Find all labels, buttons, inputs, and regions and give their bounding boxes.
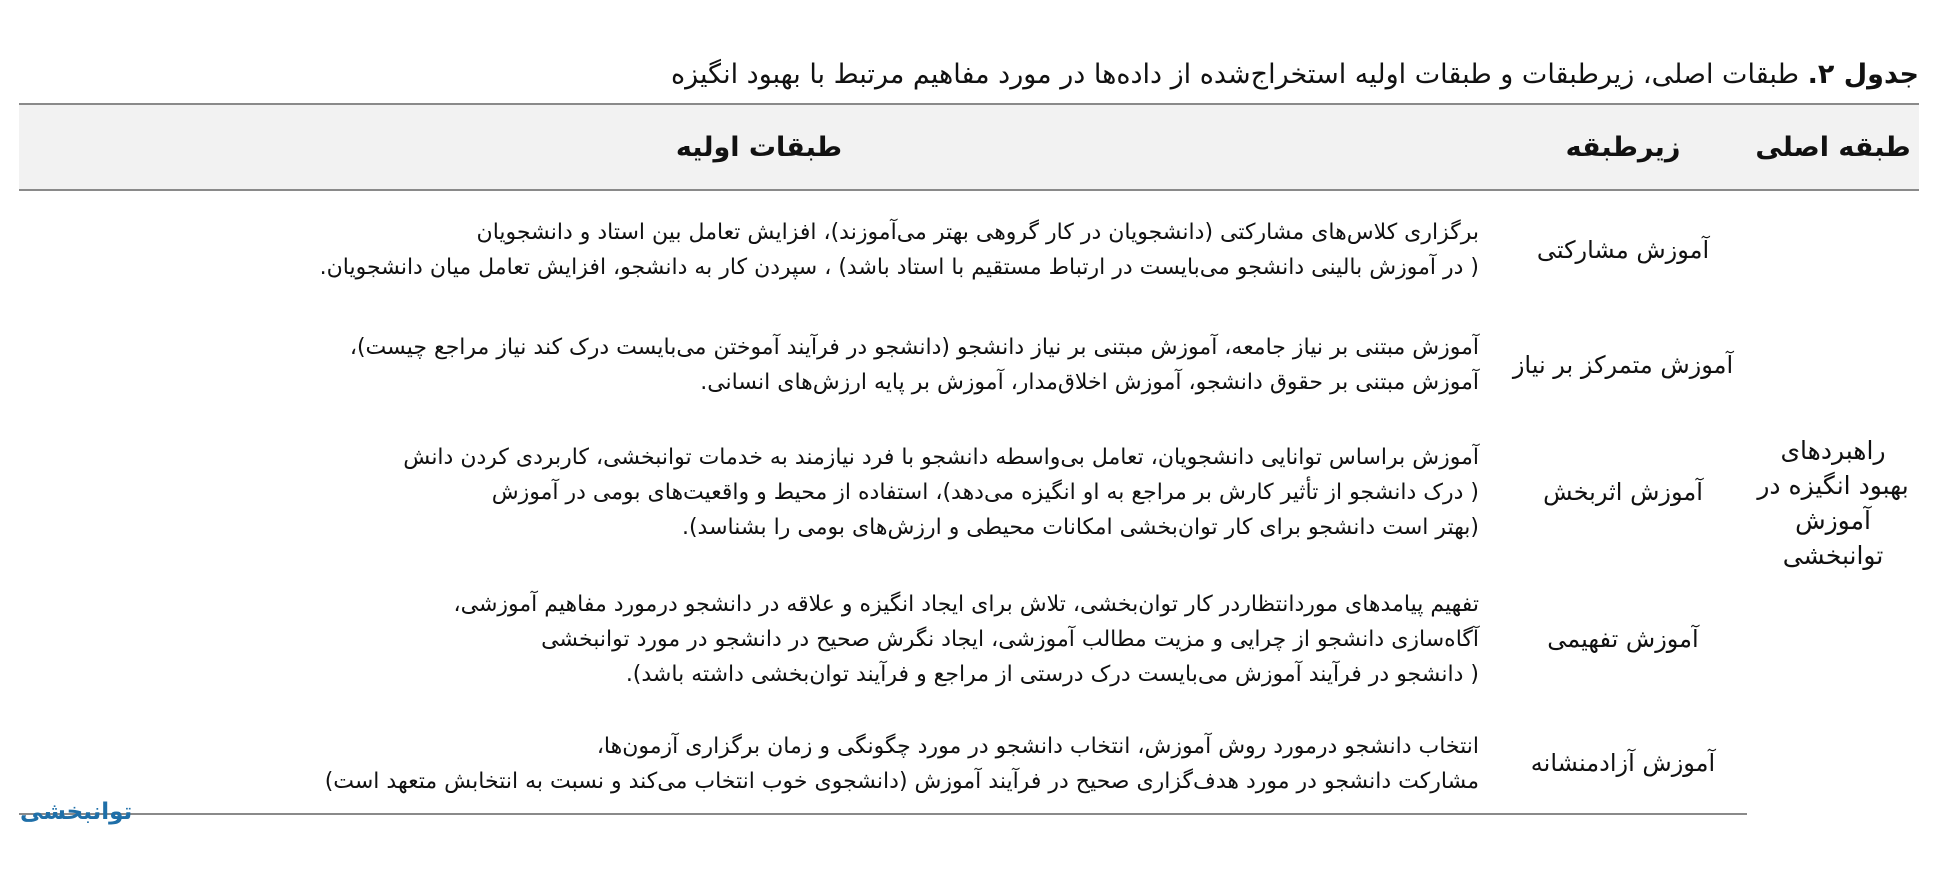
journal-logo: توانبخشی bbox=[20, 799, 133, 825]
primary-line: آموزش مبتنی بر حقوق دانشجو، آموزش اخلاق‌مدار، آموزش بر پایه ارزش‌های انسانی. bbox=[700, 370, 1479, 395]
main-category-cell: راهبردهای بهبود انگیزه در آموزش توانبخشی bbox=[1757, 435, 1909, 570]
primary-categories-cell bbox=[19, 714, 1499, 814]
subcategory-cell: آموزش آزادمنشانه bbox=[1499, 714, 1747, 814]
subcategory-cell: آموزش تفهیمی bbox=[1547, 624, 1699, 653]
primary-categories-cell bbox=[19, 564, 1499, 714]
table-caption-label: جدول ۲. bbox=[1807, 59, 1919, 90]
primary-line: تفهیم پیامدهای موردانتظاردر کار توان‌بخشی، تلاش برای ایجاد انگیزه و علاقه در دانشجو درمورد مفاهیم آموزشی، bbox=[453, 591, 1479, 617]
primary-line: (بهتر است دانشجو برای کار توان‌بخشی امکانات محیطی و ارزش‌های بومی را بشناسد). bbox=[681, 515, 1479, 540]
primary-line: ( دانشجو در فرآیند آموزش می‌بایست درک درستی از مراجع و فرآیند توان‌بخشی داشته باشد). bbox=[625, 661, 1479, 687]
subcategory-cell: آموزش اثربخش bbox=[1543, 478, 1703, 506]
table-row bbox=[19, 714, 1919, 814]
primary-categories-cell bbox=[19, 421, 1499, 564]
table-row bbox=[19, 564, 1919, 714]
primary-line: آموزش مبتنی بر نیاز جامعه، آموزش مبتنی بر نیاز دانشجو (دانشجو در فرآیند آموختن می‌بایست درک کند نیاز مراجع چیست)، bbox=[349, 335, 1479, 360]
table-row bbox=[19, 421, 1919, 564]
primary-line: انتخاب دانشجو درمورد روش آموزش، انتخاب دانشجو در مورد چگونگی و زمان برگزاری آزمون‌ها، bbox=[596, 733, 1479, 759]
primary-categories-cell bbox=[19, 309, 1499, 421]
primary-line: ( درک دانشجو از تأثیر کارش بر مراجع به او انگیزه می‌دهد)، استفاده از محیط و واقعیت‌های بومی در آموزش bbox=[491, 480, 1479, 505]
table-caption bbox=[20, 56, 1919, 94]
primary-line: آگاه‌سازی دانشجو از چرایی و مزیت مطالب آموزشی، ایجاد نگرش صحیح در دانشجو در مورد توانبخشی bbox=[541, 626, 1479, 652]
table-header-row bbox=[19, 104, 1919, 190]
primary-line: ( در آموزش بالینی دانشجو می‌بایست در ارتباط مستقیم با استاد باشد) ، سپردن کار به دانشجو، افزایش تعامل میان دانشجویان. bbox=[319, 255, 1479, 280]
categories-table bbox=[19, 103, 1919, 815]
subcategory-cell: آموزش متمرکز بر نیاز bbox=[1512, 350, 1734, 379]
header-primary-categories: طبقات اولیه bbox=[19, 104, 1499, 190]
table-row bbox=[19, 190, 1919, 309]
table-container bbox=[19, 103, 1919, 815]
header-main-category: طبقه اصلی bbox=[1747, 104, 1919, 190]
subcategory-cell: آموزش مشارکتی bbox=[1536, 235, 1710, 264]
primary-line: آموزش براساس توانایی دانشجویان، تعامل بی‌واسطه دانشجو با فرد نیازمند به خدمات توانبخشی، کاربردی کردن دانش bbox=[403, 445, 1479, 470]
primary-line: برگزاری کلاس‌های مشارکتی (دانشجویان در کار گروهی بهتر می‌آموزند)، افزایش تعامل بین استاد و دانشجویان bbox=[476, 220, 1479, 245]
table-caption-text: طبقات اصلی، زیرطبقات و طبقات اولیه استخراج‌شده از داده‌ها در مورد مفاهیم مرتبط با بهبود انگیزه bbox=[670, 59, 1799, 90]
primary-categories-cell bbox=[19, 190, 1499, 309]
primary-line: مشارکت دانشجو در مورد هدف‌گزاری صحیح در فرآیند آموزش (دانشجوی خوب انتخاب می‌کند و نسبت به انتخابش متعهد است) bbox=[324, 768, 1479, 794]
header-subcategory: زیرطبقه bbox=[1499, 104, 1747, 190]
table-row bbox=[19, 309, 1919, 421]
